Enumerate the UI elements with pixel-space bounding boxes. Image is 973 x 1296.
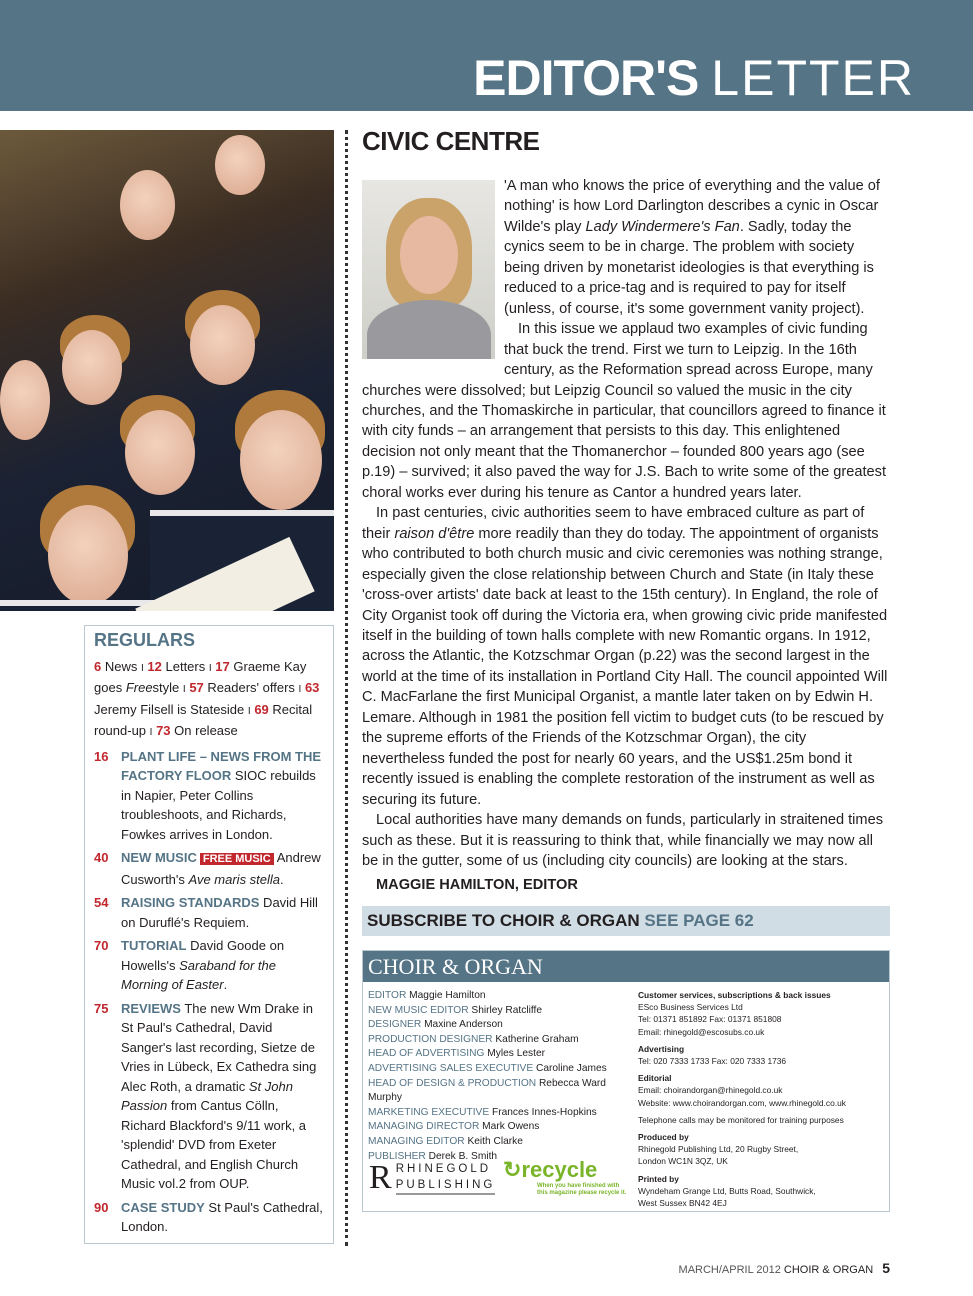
entry-text: David Hill on Duruflé's Requiem. (121, 895, 318, 930)
entry-section: PLANT LIFE – NEWS FROM THE FACTORY FLOOR (121, 748, 322, 783)
staff-row (368, 1047, 638, 1062)
contents-entries (94, 747, 325, 1237)
regular-label: Jeremy Filsell is Stateside (94, 701, 245, 717)
section-title (473, 50, 915, 106)
logo-line2: PUBLISHING (395, 1179, 496, 1191)
regular-label: Letters (165, 658, 206, 674)
entry-text: SIOC rebuilds in Napier, Peter Collins troubleshoots, and Richards, Fowkes arrives in London. (121, 768, 316, 842)
entry-section: TUTORIAL (121, 938, 187, 953)
contact-group (638, 1131, 888, 1168)
page-footer (679, 1260, 890, 1276)
title-light: LETTER (711, 50, 915, 106)
entry-text: The new Wm Drake in St Paul's Cathedral, David Sanger's last recording, Sietze de Vries in Lübeck, Ex Cathedra sing Alec Roth, a dramatic (121, 1000, 317, 1094)
entry-text: St Paul's Cathedral, London. (121, 1199, 323, 1234)
regular-label: Graeme Kay goes (94, 658, 307, 695)
recycle-word: recycle (521, 1157, 598, 1182)
regular-label: Readers' offers (207, 680, 295, 695)
rhinegold-logo (369, 1161, 495, 1195)
staff-role: DESIGNER (368, 1019, 422, 1031)
staff-name: Rebecca Ward Murphy (368, 1077, 606, 1104)
entry-after: . (223, 977, 228, 992)
staff-name: Derek B. Smith (428, 1150, 498, 1162)
regular-page-number: 57 (189, 680, 204, 695)
text-run: In this issue we applaud two examples of civic funding that buck the trend. First we turn to Leipzig. In the 16th century, as the Reformation spread across Europe, many churches were dissolved; but Leipzig Council so valued the music in the city churches, and the Thomaskirche in particular, that councillors agreed to finance it with city funds – an arrangement that persists to this day. This enlightened decision not only meant that the Thomanerchor – founded 800 years ago (see p.19) – survived; it also paved the way for J.S. Bach to write some of the greatest choral works ever during his tenure as Cantor a hundred years later. (362, 321, 887, 501)
contact-line: Email: rhinegold@escosubs.co.uk (638, 1026, 765, 1037)
subscribe-banner[interactable] (362, 906, 890, 936)
text-run: more readily than they do today. The appointment of organists who contributed to both church music and civic ceremonies was nothing strange, especially given the close relationship between Church and State (in Italy these 'cross-over artists' date back at least to the 15th century). In England, the role of City Organist took off during the Victoria era, when growing civic pride manifested itself in the building of town halls complete with new Romantic organs. In 1912, across the Atlantic, the Kotzschmar Organ (p.22) was the second largest in the world at the time of its installation in Portland City Hall. The council appointed Will C. MacFarlane the first Municipal Organist, a mantle later taken on by Edwin H. Lemare. Although in 1981 the position fell victim to budget cuts (to be rescued by the supreme efforts of the Friends of the Kotzschmar Organ), the city nevertheless funded the post for nearly 60 years, and the US$1.25m bond it recently issued is enabling the complete restoration of the instrument as well as securing its future. (362, 525, 888, 808)
staff-name: Mark Owens (482, 1121, 540, 1133)
contact-group (638, 1114, 888, 1126)
entry-page-number: 70 (94, 938, 109, 953)
contact-group (638, 989, 888, 1038)
choir-boys-photo (0, 130, 334, 611)
separator: I (298, 684, 302, 695)
regular-label: Recital round-up (94, 701, 313, 738)
article-headline: CIVIC CENTRE (362, 126, 540, 156)
separator: I (149, 727, 153, 738)
regulars-heading: REGULARS (94, 630, 196, 650)
contact-heading: Printed by (638, 1173, 679, 1184)
title-bold: EDITOR'S (473, 50, 699, 106)
staff-role: MANAGING EDITOR (368, 1135, 465, 1147)
entry-page-number: 54 (94, 895, 109, 910)
entry-page-number: 75 (94, 1000, 109, 1016)
staff-name: Maxine Anderson (424, 1019, 503, 1031)
entry-after: from Cantus Cölln, Richard Blackford's 9/11 work, a 'splendid' DVD from Exeter Cathedral, and English Church Music vol.2 from OUP. (121, 1098, 307, 1191)
staff-role: NEW MUSIC EDITOR (368, 1004, 469, 1016)
text-run: . Sadly, today the cynics seem to be in charge. The problem with society being driven by monetarist ideologies is that everything is reduced to a price-tag and is required to pay for itself (unless, of course, it's some government vanity project). (504, 218, 874, 317)
regular-label-after: style (152, 680, 180, 695)
contact-line: Wyndeham Grange Ltd, Butts Road, Southwick, (638, 1185, 816, 1196)
contact-line: Tel: 01371 851892 Fax: 01371 851808 (638, 1014, 782, 1025)
separator: I (141, 662, 144, 674)
entry-section: REVIEWS (121, 1000, 181, 1016)
contact-line: London WC1N 3QZ, UK (638, 1156, 728, 1167)
staff-name: Caroline James (535, 1062, 607, 1074)
regular-label: News (104, 658, 138, 674)
contact-line: Tel: 020 7333 1733 Fax: 020 7333 1736 (638, 1056, 787, 1067)
contents-entry[interactable] (94, 999, 325, 1194)
staff-row (368, 1106, 638, 1121)
entry-section: NEW MUSIC (121, 850, 197, 865)
editor-portrait (362, 180, 495, 359)
staff-role: PUBLISHER (368, 1150, 426, 1162)
italic-text: raison d'être (394, 525, 475, 542)
entry-italic: Saraband for the Morning of Easter (121, 957, 276, 992)
staff-role: ADVERTISING SALES EXECUTIVE (368, 1062, 534, 1074)
free-music-badge: FREE MUSIC (200, 853, 274, 865)
rhinegold-mark: R (369, 1159, 392, 1196)
contact-heading: Editorial (638, 1073, 672, 1084)
contact-line: Telephone calls may be monitored for training purposes (638, 1114, 844, 1125)
regular-page-number: 73 (156, 723, 171, 738)
contact-group (638, 1173, 888, 1210)
contact-group (638, 1043, 888, 1067)
text-run: Local authorities have many demands on funds, particularly in straitened times such as these. But it is reassuring to think that, while financially we may now all be in the gutter, some of us (including city councils) are looking at the stars. (362, 812, 883, 869)
entry-italic: St John Passion (121, 1078, 293, 1113)
column-divider (345, 130, 348, 1246)
entry-text: David Goode on Howells's (121, 938, 285, 973)
staff-row (368, 1062, 638, 1077)
regular-label-italic: Free (125, 680, 153, 695)
staff-row (368, 1033, 638, 1048)
entry-text: Andrew Cusworth's (121, 850, 321, 887)
recycle-logo (503, 1157, 626, 1197)
text-run: 'A man who knows the price of everything and the value of nothing' is how Lord Darlington describes a cynic in Oscar Wilde's play (504, 178, 880, 235)
masthead-credits (362, 950, 890, 1212)
staff-list (368, 989, 638, 1164)
page-number: 5 (882, 1260, 890, 1276)
separator: I (247, 705, 251, 717)
staff-row (368, 1120, 638, 1135)
article-body (362, 176, 890, 896)
footer-issue: MARCH/APRIL 2012 (678, 1264, 781, 1276)
separator: I (182, 684, 186, 695)
section-header (0, 0, 973, 111)
article-signature: MAGGIE HAMILTON, EDITOR (376, 877, 578, 894)
staff-role: EDITOR (368, 990, 407, 1001)
staff-name: Frances Innes-Hopkins (491, 1106, 597, 1118)
article-paragraph (362, 503, 890, 810)
article-paragraph (362, 810, 890, 871)
staff-name: Maggie Hamilton (409, 990, 486, 1001)
regular-label: On release (174, 723, 238, 738)
contact-heading: Produced by (638, 1132, 689, 1143)
staff-role: MARKETING EXECUTIVE (368, 1106, 490, 1118)
staff-name: Shirley Ratcliffe (471, 1004, 542, 1016)
regular-page-number: 6 (94, 658, 102, 674)
staff-name: Keith Clarke (467, 1135, 523, 1147)
contact-line: Website: www.choirandorgan.com, www.rhinegold.co.uk (638, 1097, 846, 1108)
contact-group (638, 1072, 888, 1109)
contact-line: West Sussex BN42 4EJ (638, 1198, 727, 1209)
contents-entry[interactable] (94, 1198, 325, 1237)
subscribe-text: SUBSCRIBE TO CHOIR & ORGAN (367, 911, 640, 930)
staff-row (368, 1004, 638, 1019)
contents-entry[interactable] (94, 893, 325, 932)
contact-line: ESco Business Services Ltd (638, 1002, 743, 1013)
recycle-note-2: this magazine please recycle it. (537, 1190, 627, 1196)
subscribe-page-link[interactable]: SEE PAGE 62 (644, 911, 754, 930)
staff-row (368, 1018, 638, 1033)
contact-line: Email: choirandorgan@rhinegold.co.uk (638, 1085, 783, 1096)
staff-name: Katherine Graham (495, 1033, 579, 1045)
contents-box (84, 625, 334, 1244)
recycle-note-1: When you have finished with (537, 1183, 620, 1189)
footer-magazine: CHOIR & ORGAN (783, 1264, 874, 1276)
recycle-arrow-icon: ↻ (503, 1157, 522, 1182)
entry-section: CASE STUDY (121, 1199, 205, 1215)
contents-entry[interactable] (94, 747, 325, 845)
masthead-title: CHOIR & ORGAN (363, 951, 889, 982)
staff-name: Myles Lester (487, 1048, 546, 1060)
entry-section: RAISING STANDARDS (121, 895, 260, 910)
contact-heading: Advertising (638, 1043, 685, 1054)
staff-row (368, 989, 638, 1004)
regular-page-number: 12 (147, 658, 162, 674)
regular-page-number: 63 (304, 680, 320, 695)
staff-row (368, 1135, 638, 1150)
contact-heading: Customer services, subscriptions & back issues (638, 990, 831, 1000)
italic-text: Lady Windermere's Fan (585, 218, 740, 235)
text-run: In past centuries, civic authorities seem to have embraced culture as part of their (362, 505, 865, 542)
contact-line: Rhinegold Publishing Ltd, 20 Rugby Street, (638, 1144, 799, 1155)
regular-page-number: 69 (254, 701, 269, 717)
entry-page-number: 40 (94, 850, 109, 865)
staff-row (368, 1077, 638, 1106)
contact-info (638, 989, 888, 1209)
regular-page-number: 17 (215, 658, 230, 674)
staff-role: PRODUCTION DESIGNER (368, 1033, 493, 1045)
logo-line1: RHINEGOLD (395, 1163, 492, 1175)
contents-entry[interactable] (94, 936, 325, 995)
regulars-inline-list (94, 657, 325, 743)
entry-after: . (280, 871, 284, 887)
entry-page-number: 16 (94, 748, 109, 764)
entry-page-number: 90 (94, 1199, 109, 1215)
separator: I (208, 662, 212, 674)
contents-entry[interactable] (94, 848, 325, 889)
staff-role: MANAGING DIRECTOR (368, 1121, 480, 1133)
entry-italic: Ave maris stella (188, 871, 281, 887)
staff-role: HEAD OF DESIGN & PRODUCTION (368, 1077, 537, 1089)
staff-role: HEAD OF ADVERTISING (368, 1048, 485, 1060)
